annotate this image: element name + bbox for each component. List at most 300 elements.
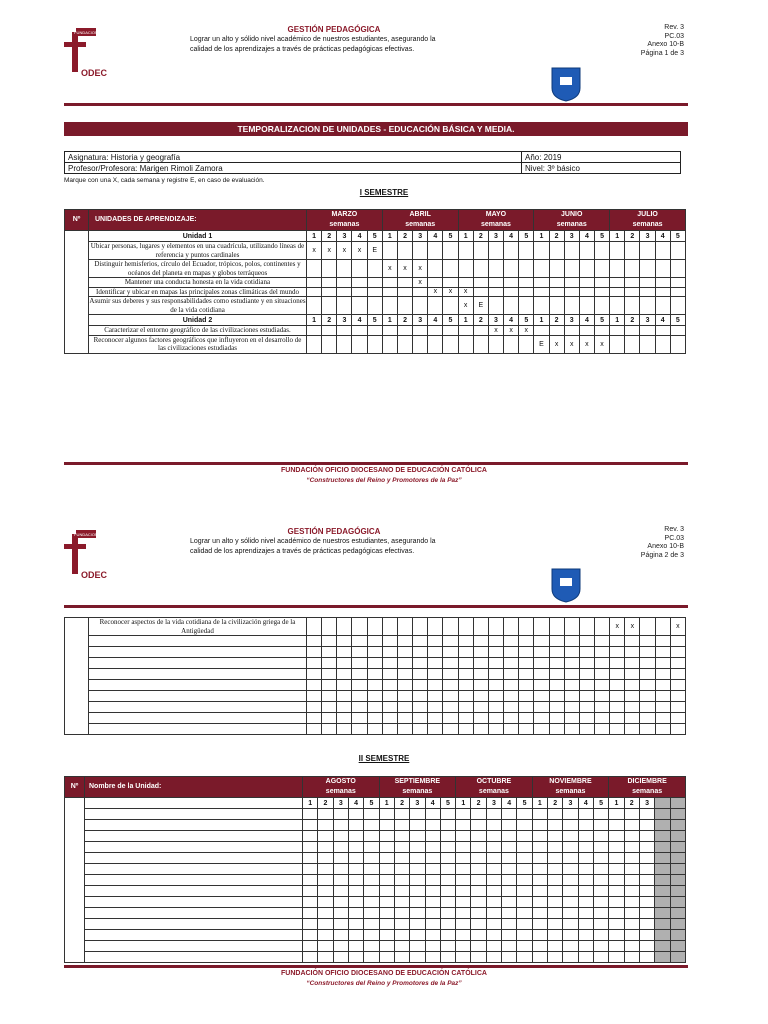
week-mark[interactable] (348, 919, 363, 930)
week-mark[interactable] (382, 702, 397, 713)
week-mark[interactable] (488, 647, 503, 658)
week-mark[interactable] (303, 842, 318, 853)
week-mark[interactable] (519, 724, 534, 735)
week-mark[interactable] (307, 647, 322, 658)
week-mark[interactable] (579, 636, 594, 647)
week-mark[interactable] (549, 636, 564, 647)
week-mark[interactable] (517, 853, 532, 864)
week-mark[interactable] (456, 864, 471, 875)
week-mark[interactable] (517, 952, 532, 963)
week-mark[interactable] (578, 941, 593, 952)
week-mark[interactable] (578, 886, 593, 897)
week-mark[interactable]: x (307, 242, 322, 260)
week-mark[interactable] (504, 702, 519, 713)
week-mark[interactable] (456, 875, 471, 886)
week-mark[interactable] (534, 702, 549, 713)
week-mark[interactable] (486, 853, 501, 864)
week-mark[interactable] (670, 658, 685, 669)
week-mark[interactable] (532, 886, 547, 897)
week-mark[interactable] (333, 842, 348, 853)
week-mark[interactable] (579, 647, 594, 658)
week-mark[interactable] (488, 713, 503, 724)
week-mark[interactable] (364, 875, 379, 886)
week-mark[interactable] (307, 658, 322, 669)
week-mark[interactable] (379, 853, 394, 864)
week-mark[interactable] (655, 658, 670, 669)
week-mark[interactable] (670, 702, 685, 713)
week-mark[interactable] (364, 952, 379, 963)
week-mark[interactable] (549, 713, 564, 724)
week-mark[interactable] (337, 618, 352, 636)
week-mark[interactable] (609, 952, 624, 963)
week-mark[interactable] (367, 691, 382, 702)
week-mark[interactable] (548, 941, 563, 952)
week-mark[interactable] (348, 864, 363, 875)
week-mark[interactable] (333, 897, 348, 908)
week-mark[interactable] (609, 908, 624, 919)
week-mark[interactable]: E (473, 297, 488, 315)
week-mark[interactable] (578, 809, 593, 820)
week-mark[interactable] (428, 691, 443, 702)
week-mark[interactable] (458, 669, 473, 680)
week-mark[interactable] (394, 853, 409, 864)
week-mark[interactable] (534, 691, 549, 702)
week-mark[interactable] (624, 941, 639, 952)
week-mark[interactable] (502, 853, 517, 864)
week-mark[interactable] (579, 618, 594, 636)
week-mark[interactable] (379, 842, 394, 853)
week-mark[interactable] (532, 809, 547, 820)
week-mark[interactable] (593, 820, 608, 831)
week-mark[interactable] (610, 724, 625, 735)
week-mark[interactable] (425, 897, 440, 908)
week-mark[interactable] (640, 658, 655, 669)
week-mark[interactable] (337, 636, 352, 647)
week-mark[interactable] (624, 875, 639, 886)
week-mark[interactable] (471, 897, 486, 908)
week-mark[interactable] (670, 713, 685, 724)
week-mark[interactable] (456, 820, 471, 831)
week-mark[interactable] (488, 680, 503, 691)
week-mark[interactable] (534, 658, 549, 669)
week-mark[interactable] (303, 930, 318, 941)
week-mark[interactable] (425, 908, 440, 919)
week-mark[interactable] (333, 831, 348, 842)
week-mark[interactable] (394, 919, 409, 930)
week-mark[interactable] (486, 952, 501, 963)
week-mark[interactable] (456, 831, 471, 842)
week-mark[interactable] (624, 853, 639, 864)
week-mark[interactable] (425, 864, 440, 875)
week-mark[interactable] (307, 691, 322, 702)
week-mark[interactable] (333, 886, 348, 897)
week-mark[interactable] (397, 636, 412, 647)
week-mark[interactable] (367, 713, 382, 724)
week-mark[interactable] (486, 809, 501, 820)
week-mark[interactable] (486, 930, 501, 941)
week-mark[interactable] (394, 897, 409, 908)
week-mark[interactable] (609, 919, 624, 930)
week-mark[interactable] (502, 930, 517, 941)
week-mark[interactable] (639, 853, 654, 864)
week-mark[interactable] (458, 691, 473, 702)
week-mark[interactable] (578, 897, 593, 908)
week-mark[interactable] (322, 724, 337, 735)
week-mark[interactable] (364, 886, 379, 897)
week-mark[interactable] (532, 930, 547, 941)
week-mark[interactable] (517, 941, 532, 952)
week-mark[interactable] (639, 952, 654, 963)
week-mark[interactable] (471, 809, 486, 820)
week-mark[interactable] (364, 820, 379, 831)
week-mark[interactable] (610, 713, 625, 724)
week-mark[interactable] (413, 680, 428, 691)
week-mark[interactable] (348, 831, 363, 842)
week-mark[interactable] (303, 908, 318, 919)
week-mark[interactable] (532, 897, 547, 908)
week-mark[interactable]: x (458, 287, 473, 297)
week-mark[interactable] (502, 897, 517, 908)
week-mark[interactable] (504, 724, 519, 735)
week-mark[interactable] (352, 658, 367, 669)
week-mark[interactable] (519, 680, 534, 691)
week-mark[interactable] (534, 636, 549, 647)
week-mark[interactable]: x (413, 278, 428, 288)
week-mark[interactable] (594, 702, 609, 713)
week-mark[interactable] (394, 809, 409, 820)
week-mark[interactable] (397, 713, 412, 724)
week-mark[interactable] (318, 809, 333, 820)
week-mark[interactable] (519, 713, 534, 724)
week-mark[interactable] (456, 897, 471, 908)
week-mark[interactable] (639, 897, 654, 908)
week-mark[interactable] (456, 908, 471, 919)
week-mark[interactable] (594, 658, 609, 669)
week-mark[interactable] (609, 853, 624, 864)
week-mark[interactable] (458, 713, 473, 724)
week-mark[interactable] (443, 669, 458, 680)
week-mark[interactable] (579, 702, 594, 713)
week-mark[interactable] (670, 691, 685, 702)
week-mark[interactable] (352, 724, 367, 735)
week-mark[interactable] (655, 618, 670, 636)
week-mark[interactable] (471, 930, 486, 941)
week-mark[interactable] (382, 618, 397, 636)
week-mark[interactable] (564, 636, 579, 647)
week-mark[interactable] (364, 842, 379, 853)
week-mark[interactable] (578, 842, 593, 853)
week-mark[interactable] (473, 636, 488, 647)
week-mark[interactable] (488, 618, 503, 636)
week-mark[interactable] (473, 669, 488, 680)
week-mark[interactable] (410, 875, 425, 886)
week-mark[interactable] (593, 897, 608, 908)
week-mark[interactable] (534, 647, 549, 658)
week-mark[interactable] (549, 691, 564, 702)
week-mark[interactable] (488, 636, 503, 647)
week-mark[interactable] (367, 724, 382, 735)
week-mark[interactable] (578, 853, 593, 864)
week-mark[interactable] (348, 886, 363, 897)
unit-name-cell[interactable] (85, 875, 303, 886)
week-mark[interactable] (655, 669, 670, 680)
week-mark[interactable] (624, 919, 639, 930)
week-mark[interactable] (578, 875, 593, 886)
week-mark[interactable] (428, 702, 443, 713)
week-mark[interactable] (670, 636, 685, 647)
week-mark[interactable] (639, 864, 654, 875)
week-mark[interactable] (564, 713, 579, 724)
week-mark[interactable] (303, 831, 318, 842)
week-mark[interactable] (318, 897, 333, 908)
week-mark[interactable] (348, 908, 363, 919)
week-mark[interactable] (578, 952, 593, 963)
week-mark[interactable] (532, 842, 547, 853)
week-mark[interactable] (517, 820, 532, 831)
week-mark[interactable] (318, 930, 333, 941)
week-mark[interactable] (578, 919, 593, 930)
week-mark[interactable] (318, 842, 333, 853)
week-mark[interactable] (440, 864, 455, 875)
week-mark[interactable] (337, 669, 352, 680)
week-mark[interactable] (471, 919, 486, 930)
week-mark[interactable] (534, 713, 549, 724)
week-mark[interactable] (443, 647, 458, 658)
week-mark[interactable] (486, 897, 501, 908)
week-mark[interactable] (379, 897, 394, 908)
week-mark[interactable] (504, 680, 519, 691)
week-mark[interactable] (502, 941, 517, 952)
week-mark[interactable]: x (322, 242, 337, 260)
week-mark[interactable] (456, 919, 471, 930)
week-mark[interactable] (440, 831, 455, 842)
week-mark[interactable] (397, 647, 412, 658)
week-mark[interactable]: x (337, 242, 352, 260)
week-mark[interactable] (625, 636, 640, 647)
week-mark[interactable] (563, 875, 578, 886)
week-mark[interactable] (593, 831, 608, 842)
week-mark[interactable] (428, 724, 443, 735)
week-mark[interactable] (303, 897, 318, 908)
week-mark[interactable]: x (670, 618, 685, 636)
week-mark[interactable] (333, 864, 348, 875)
week-mark[interactable] (410, 842, 425, 853)
week-mark[interactable] (379, 875, 394, 886)
week-mark[interactable] (594, 636, 609, 647)
week-mark[interactable] (471, 853, 486, 864)
week-mark[interactable] (303, 820, 318, 831)
week-mark[interactable] (428, 669, 443, 680)
week-mark[interactable] (563, 919, 578, 930)
week-mark[interactable] (655, 713, 670, 724)
week-mark[interactable] (410, 809, 425, 820)
week-mark[interactable] (517, 919, 532, 930)
week-mark[interactable] (382, 669, 397, 680)
week-mark[interactable] (548, 908, 563, 919)
week-mark[interactable] (410, 908, 425, 919)
week-mark[interactable] (410, 831, 425, 842)
week-mark[interactable] (549, 618, 564, 636)
week-mark[interactable] (413, 691, 428, 702)
week-mark[interactable] (440, 908, 455, 919)
week-mark[interactable] (443, 702, 458, 713)
week-mark[interactable] (594, 669, 609, 680)
week-mark[interactable] (563, 831, 578, 842)
unit-name-cell[interactable] (85, 864, 303, 875)
week-mark[interactable] (364, 908, 379, 919)
week-mark[interactable] (639, 919, 654, 930)
week-mark[interactable] (655, 691, 670, 702)
week-mark[interactable] (307, 680, 322, 691)
week-mark[interactable] (502, 952, 517, 963)
week-mark[interactable] (458, 618, 473, 636)
week-mark[interactable] (333, 853, 348, 864)
week-mark[interactable] (486, 875, 501, 886)
week-mark[interactable] (579, 724, 594, 735)
week-mark[interactable] (548, 842, 563, 853)
week-mark[interactable] (337, 647, 352, 658)
unit-name-cell[interactable] (85, 930, 303, 941)
week-mark[interactable] (337, 680, 352, 691)
week-mark[interactable] (610, 680, 625, 691)
week-mark[interactable] (394, 831, 409, 842)
week-mark[interactable]: x (382, 260, 397, 278)
week-mark[interactable] (458, 680, 473, 691)
week-mark[interactable] (519, 669, 534, 680)
week-mark[interactable] (564, 680, 579, 691)
week-mark[interactable] (640, 702, 655, 713)
week-mark[interactable] (364, 853, 379, 864)
week-mark[interactable] (548, 853, 563, 864)
week-mark[interactable] (348, 842, 363, 853)
week-mark[interactable] (303, 941, 318, 952)
week-mark[interactable]: x (413, 260, 428, 278)
week-mark[interactable] (548, 809, 563, 820)
week-mark[interactable] (307, 702, 322, 713)
week-mark[interactable] (563, 820, 578, 831)
week-mark[interactable] (379, 864, 394, 875)
week-mark[interactable] (382, 658, 397, 669)
week-mark[interactable] (473, 618, 488, 636)
week-mark[interactable] (640, 636, 655, 647)
week-mark[interactable] (337, 724, 352, 735)
unit-name-cell[interactable] (85, 952, 303, 963)
week-mark[interactable] (670, 669, 685, 680)
week-mark[interactable] (625, 658, 640, 669)
unit-name-cell[interactable] (85, 809, 303, 820)
week-mark[interactable] (413, 669, 428, 680)
week-mark[interactable] (504, 669, 519, 680)
week-mark[interactable] (563, 941, 578, 952)
week-mark[interactable] (394, 952, 409, 963)
week-mark[interactable] (410, 919, 425, 930)
week-mark[interactable] (337, 713, 352, 724)
week-mark[interactable] (625, 680, 640, 691)
week-mark[interactable] (594, 724, 609, 735)
week-mark[interactable] (486, 908, 501, 919)
week-mark[interactable] (563, 809, 578, 820)
week-mark[interactable] (367, 658, 382, 669)
week-mark[interactable] (609, 897, 624, 908)
week-mark[interactable] (410, 820, 425, 831)
week-mark[interactable] (486, 842, 501, 853)
week-mark[interactable] (563, 864, 578, 875)
week-mark[interactable] (333, 919, 348, 930)
week-mark[interactable] (549, 669, 564, 680)
week-mark[interactable] (348, 952, 363, 963)
week-mark[interactable] (379, 820, 394, 831)
week-mark[interactable] (379, 886, 394, 897)
week-mark[interactable] (593, 842, 608, 853)
week-mark[interactable] (579, 713, 594, 724)
week-mark[interactable] (624, 952, 639, 963)
week-mark[interactable] (456, 842, 471, 853)
week-mark[interactable] (318, 919, 333, 930)
unit-name-cell[interactable] (85, 831, 303, 842)
week-mark[interactable] (519, 691, 534, 702)
week-mark[interactable] (578, 820, 593, 831)
week-mark[interactable] (352, 713, 367, 724)
week-mark[interactable] (532, 831, 547, 842)
week-mark[interactable]: x (519, 326, 534, 336)
week-mark[interactable] (488, 724, 503, 735)
unit-name-cell[interactable] (85, 908, 303, 919)
week-mark[interactable] (318, 941, 333, 952)
week-mark[interactable]: x (352, 242, 367, 260)
week-mark[interactable] (456, 853, 471, 864)
week-mark[interactable] (548, 831, 563, 842)
week-mark[interactable] (594, 680, 609, 691)
week-mark[interactable] (488, 702, 503, 713)
week-mark[interactable] (379, 831, 394, 842)
week-mark[interactable] (564, 669, 579, 680)
week-mark[interactable] (473, 724, 488, 735)
week-mark[interactable] (517, 842, 532, 853)
week-mark[interactable] (610, 691, 625, 702)
week-mark[interactable] (425, 809, 440, 820)
week-mark[interactable] (624, 908, 639, 919)
week-mark[interactable] (624, 820, 639, 831)
week-mark[interactable] (394, 886, 409, 897)
week-mark[interactable] (504, 618, 519, 636)
week-mark[interactable] (443, 658, 458, 669)
week-mark[interactable] (609, 886, 624, 897)
week-mark[interactable] (364, 941, 379, 952)
week-mark[interactable] (413, 647, 428, 658)
week-mark[interactable] (379, 919, 394, 930)
week-mark[interactable]: x (625, 618, 640, 636)
week-mark[interactable] (488, 691, 503, 702)
week-mark[interactable] (410, 952, 425, 963)
week-mark[interactable] (609, 831, 624, 842)
week-mark[interactable] (364, 864, 379, 875)
unit-name-cell[interactable] (85, 897, 303, 908)
week-mark[interactable] (379, 930, 394, 941)
week-mark[interactable] (593, 864, 608, 875)
week-mark[interactable] (425, 919, 440, 930)
week-mark[interactable]: x (397, 260, 412, 278)
week-mark[interactable] (471, 831, 486, 842)
week-mark[interactable] (303, 809, 318, 820)
week-mark[interactable] (504, 647, 519, 658)
week-mark[interactable] (352, 669, 367, 680)
week-mark[interactable] (394, 930, 409, 941)
week-mark[interactable] (563, 853, 578, 864)
week-mark[interactable] (624, 864, 639, 875)
week-mark[interactable] (333, 941, 348, 952)
week-mark[interactable] (532, 853, 547, 864)
week-mark[interactable] (425, 842, 440, 853)
